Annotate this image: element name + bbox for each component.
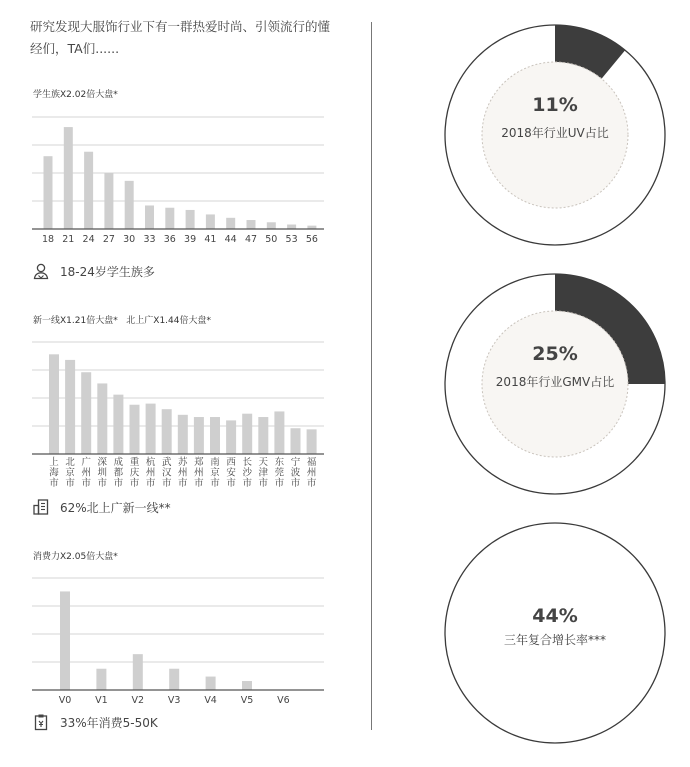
tick-label: 27 [102,234,115,245]
wallet-icon [32,713,50,731]
bar [247,220,256,229]
uv-share-percent: 11% [532,94,578,116]
bar [113,395,123,454]
tick-label: 47 [244,234,258,245]
bar [186,210,195,229]
bar [125,181,134,229]
bar [206,677,216,690]
bar [178,415,188,454]
age-stat [32,262,155,280]
student-icon [32,262,50,280]
tick-label: V1 [95,695,108,706]
bar [226,420,236,454]
tick-label: 41 [204,234,217,245]
spend-chart-title: 消费力X2.05倍大盘* [33,552,118,562]
bar [133,654,143,690]
city-stat [32,498,171,516]
tick-label: 宁波市 [290,457,301,489]
tick-label: V4 [204,695,217,706]
tick-label: 30 [123,234,136,245]
bar [65,360,75,454]
tick-label: V6 [277,695,290,706]
tick-label: 33 [143,234,156,245]
city-chart [30,330,330,505]
bar [130,405,140,454]
tick-label: 44 [224,234,237,245]
tick-label: 重庆市 [129,457,140,489]
tick-label: V3 [167,695,181,706]
tick-label: 郑州市 [194,457,204,489]
tick-label: 苏州市 [178,457,188,489]
bar [84,152,93,229]
vertical-divider [371,22,372,730]
bar [226,218,235,229]
gmv-share-label: 2018年行业GMV占比 [495,375,615,389]
bar [210,417,220,454]
gmv-share-text [455,342,655,390]
tick-label: V0 [58,695,72,706]
tick-label: 南京市 [210,457,220,489]
age-chart [30,102,330,245]
bar [287,225,296,229]
bar [169,669,179,690]
bar [60,591,70,690]
intro-text: 研究发现大服饰行业下有一群热爱时尚、引领流行的懂经们，TA们...... [30,19,331,56]
gmv-share-percent: 25% [532,343,578,365]
bar [145,205,154,229]
city-chart-title: 新一线X1.21倍大盘* 北上广X1.44倍大盘* [33,316,211,326]
bar [64,127,73,229]
bar [104,173,113,229]
growth-rate-text [455,604,655,648]
tick-label: 广州市 [81,457,91,489]
tick-label: 武汉市 [161,457,172,489]
spend-stat [32,713,158,731]
bar [206,214,215,229]
bar [258,417,268,454]
bar [242,681,252,690]
growth-rate-percent: 44% [532,605,578,627]
bar [274,411,284,454]
tick-label: 西安市 [226,457,236,489]
city-footnote: 62%北上广新一线** [60,500,171,515]
tick-label: 天津市 [258,457,269,489]
tick-label: 24 [82,234,95,245]
bar [97,383,107,454]
bar [307,429,317,454]
tick-label: 深圳市 [97,457,108,489]
bar [146,404,156,454]
tick-label: 39 [184,234,197,245]
tick-label: 福州市 [306,457,317,489]
bar [267,222,276,229]
bar [162,409,172,454]
age-chart-title: 学生族X2.02倍大盘* [33,90,118,100]
spend-chart [30,565,330,705]
bar [291,428,301,454]
tick-label: 杭州市 [145,457,156,489]
tick-label: 50 [265,234,278,245]
uv-share-text [455,93,655,141]
tick-label: 成都市 [113,457,124,489]
tick-label: V5 [240,695,254,706]
tick-label: V2 [131,695,145,706]
tick-label: 18 [41,234,55,245]
tick-label: 上海市 [49,457,59,489]
tick-label: 53 [285,234,298,245]
bar [44,156,53,229]
tick-label: 36 [163,234,176,245]
tick-label: 21 [62,234,75,245]
uv-share-label: 2018年行业UV占比 [501,126,609,140]
tick-label: 北京市 [65,457,75,489]
bar [49,354,59,454]
growth-rate-label: 三年复合增长率*** [503,633,606,647]
tick-label: 56 [305,234,318,245]
bar [194,417,204,454]
bar [96,669,106,690]
bar [242,414,252,454]
bar [165,208,174,229]
spend-footnote: 33%年消费5-50K [60,715,158,730]
bar [81,372,91,454]
tick-label: 东莞市 [274,457,285,489]
tick-label: 长沙市 [242,457,252,489]
age-footnote: 18-24岁学生族多 [60,264,155,279]
building-icon [32,498,50,516]
